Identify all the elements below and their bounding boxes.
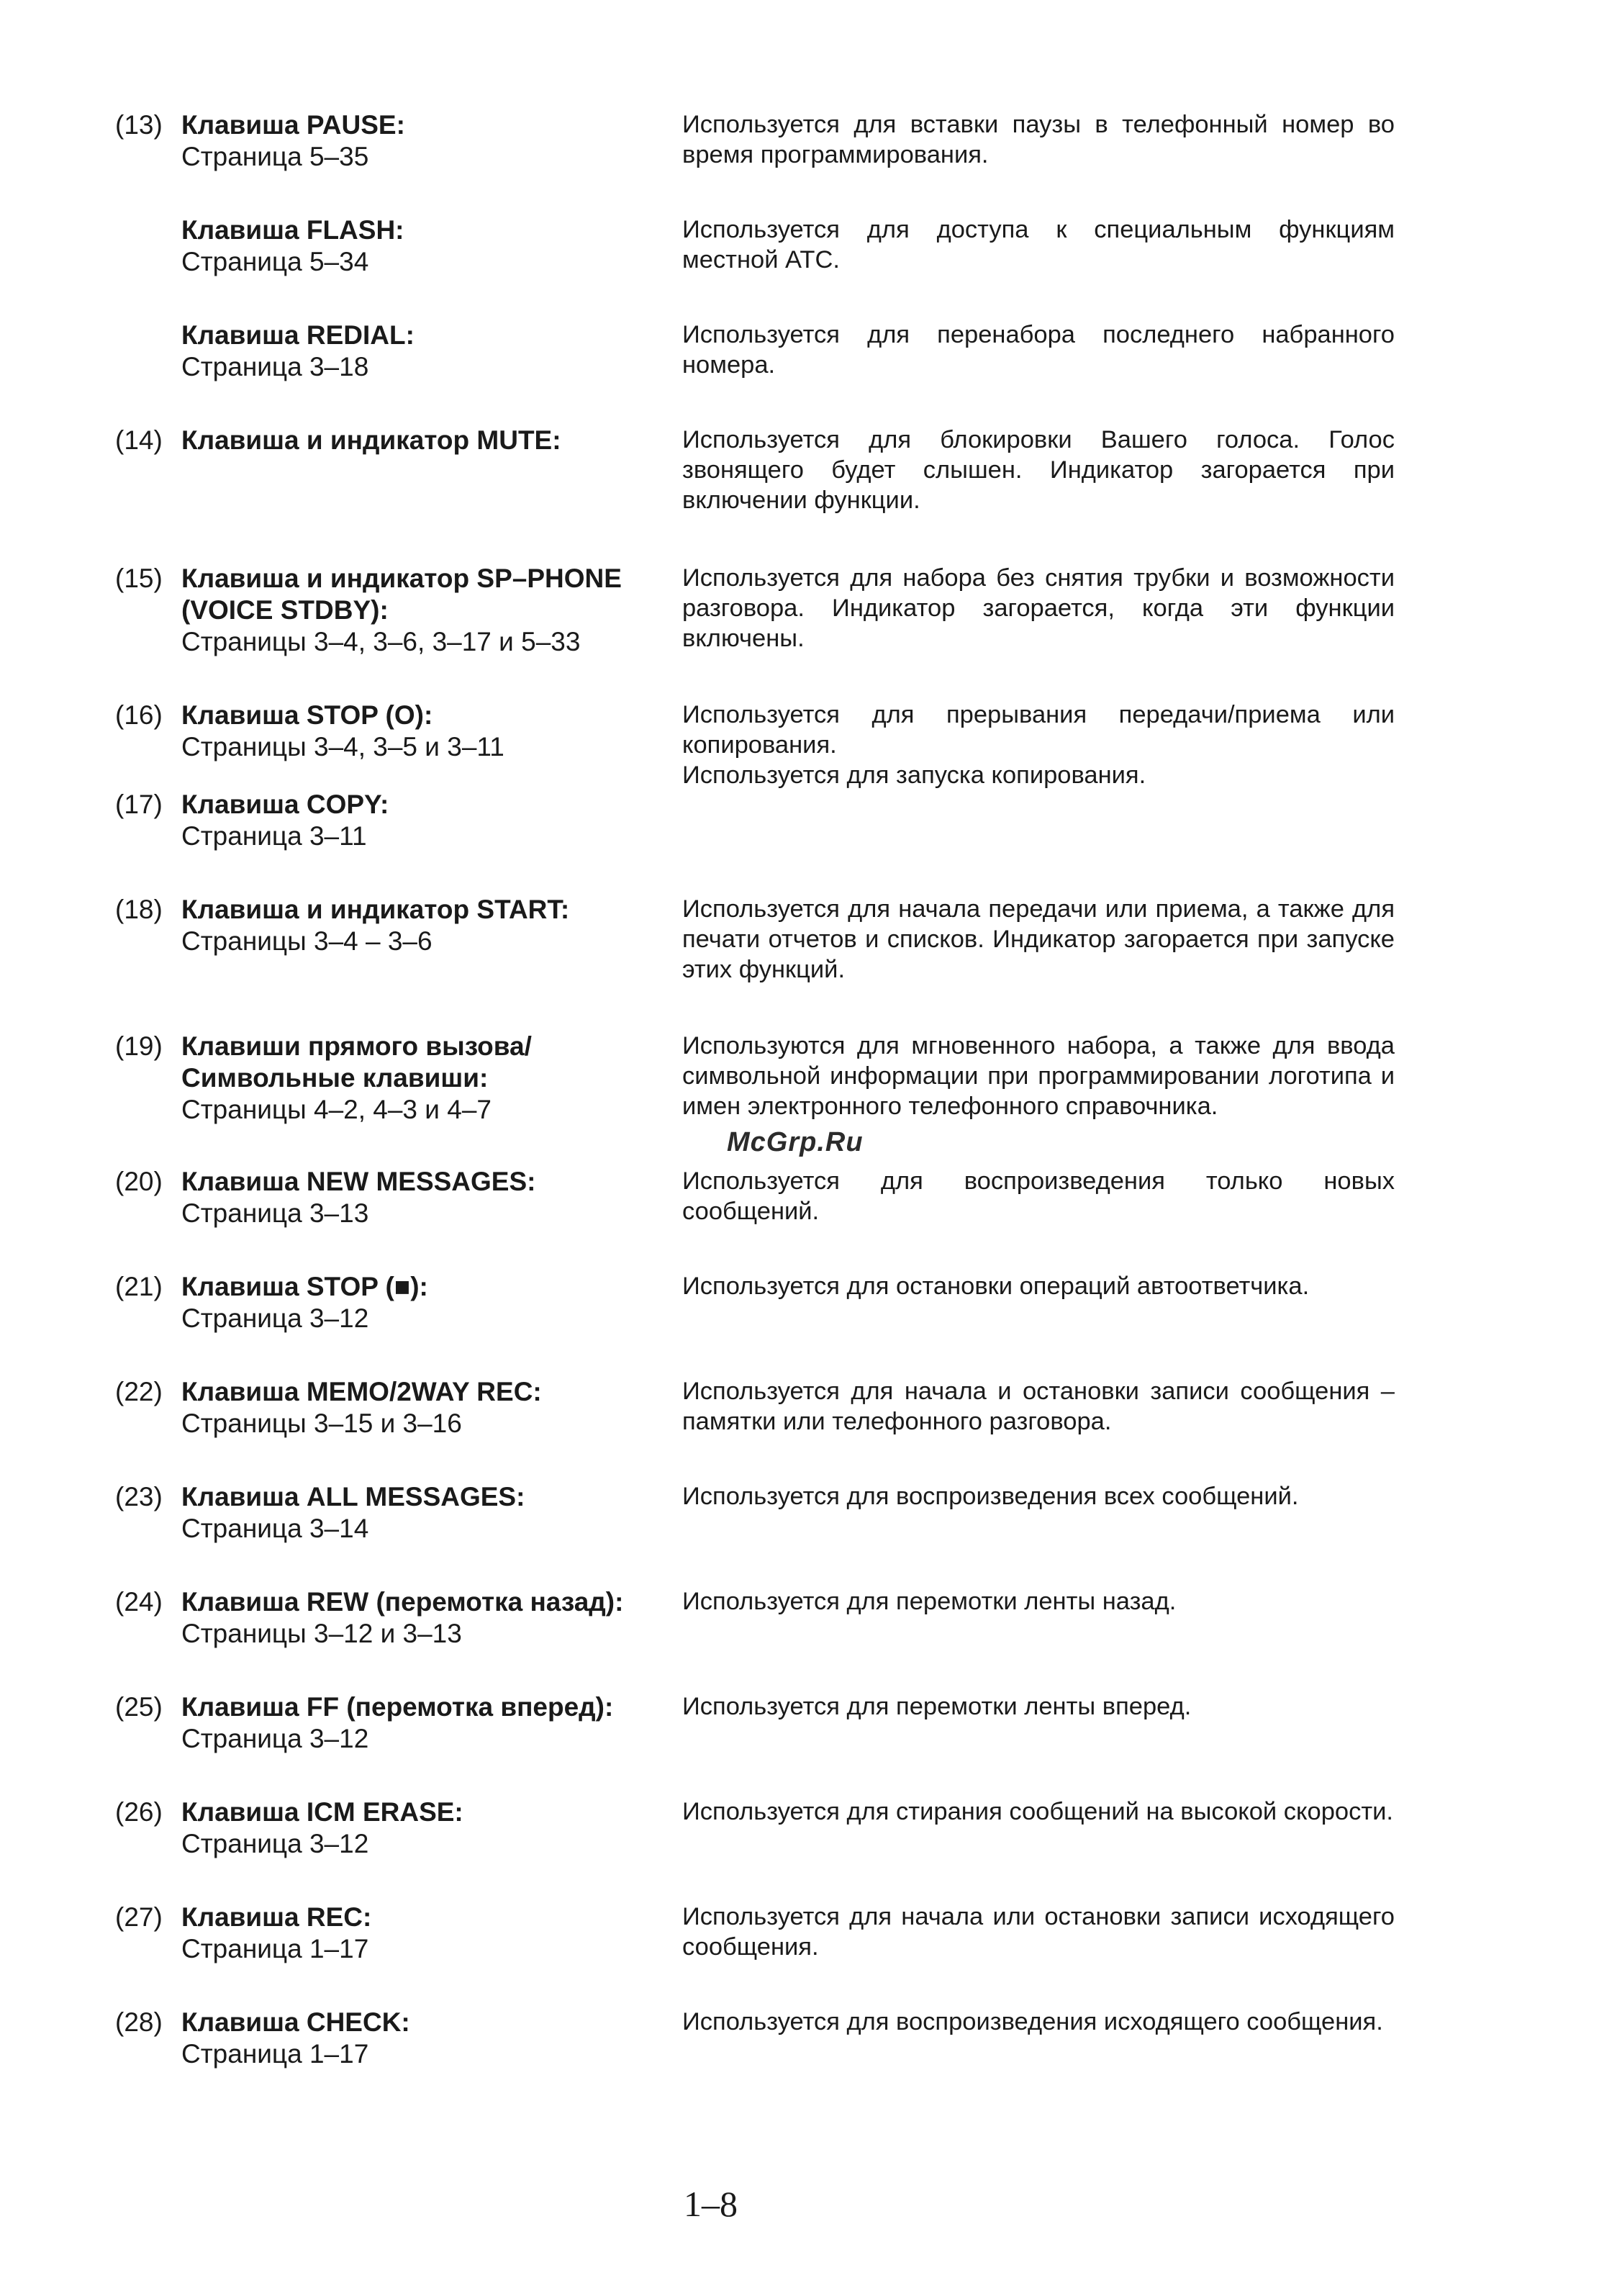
- entry-title: Клавиша и индикатор START:: [181, 895, 570, 924]
- entry-number: (28): [115, 2007, 163, 2037]
- entry-title: Клавиша NEW MESSAGES:: [181, 1167, 536, 1196]
- entry-description: Используется для перенабора последнего набранного номера.: [682, 321, 1395, 379]
- entry-number: (18): [115, 895, 163, 924]
- page-reference: Страница 3–12: [181, 1303, 369, 1333]
- page-reference: Страница 3–13: [181, 1198, 369, 1228]
- entry-number: (25): [115, 1692, 163, 1722]
- entry-number: (14): [115, 425, 163, 455]
- entry-title: Клавиша REW (перемотка назад):: [181, 1587, 624, 1617]
- entry-description: Используются для мгновенного набора, а также для ввода символьной информации при программировании логотипа и имен электронного телефонного справочника.: [682, 1032, 1395, 1120]
- page-reference: Страницы 3–12 и 3–13: [181, 1619, 462, 1648]
- entry-number: (13): [115, 110, 163, 140]
- entry-description: Используется для набора без снятия трубки и возможности разговора. Индикатор загорается, когда эти функции включены.: [682, 564, 1395, 652]
- entry-description: Используется для начала передачи или приема, а также для печати отчетов и списков. Индикатор загорается при запуске этих функций.: [682, 895, 1395, 983]
- entry-number: (20): [115, 1167, 163, 1196]
- entry-title: Клавиша CHECK:: [181, 2007, 410, 2037]
- entry-title: Клавиша PAUSE:: [181, 110, 405, 140]
- entry-title: Клавиша MEMO/2WAY REC:: [181, 1377, 542, 1406]
- entry-title: Клавиша COPY:: [181, 790, 389, 819]
- entry-description: Используется для начала или остановки записи исходящего сообщения.: [682, 1903, 1395, 1961]
- page-number: 1–8: [684, 2184, 738, 2224]
- entry-title: Клавиша STOP (O):: [181, 700, 433, 730]
- entry-number: (27): [115, 1902, 163, 1932]
- entry-number: (26): [115, 1797, 163, 1827]
- entry-description: Используется для воспроизведения всех сообщений.: [682, 1483, 1299, 1510]
- page-reference: Страница 1–17: [181, 2039, 369, 2069]
- page-reference: Страница 5–35: [181, 142, 369, 171]
- entry-title: Клавиша и индикатор SP–PHONE (VOICE STDBY):: [181, 564, 622, 625]
- entry-number: (22): [115, 1377, 163, 1406]
- entry-number: (15): [115, 564, 163, 593]
- entry-description: Используется для вставки паузы в телефонный номер во время программирования.: [682, 111, 1395, 168]
- entry-description: Используется для начала и остановки записи сообщения – памятки или телефонного разговора.: [682, 1378, 1395, 1435]
- page-reference: Страница 3–11: [181, 821, 367, 851]
- page-reference: Страница 3–18: [181, 352, 369, 381]
- entry-description: Используется для доступа к специальным функциям местной АТС.: [682, 216, 1395, 274]
- entry-title: Клавиша STOP (■):: [181, 1272, 428, 1301]
- entry-description: Используется для воспроизведения исходящего сообщения.: [682, 2008, 1383, 2035]
- entry-description: Используется для блокировки Вашего голоса. Голос звонящего будет слышен. Индикатор загорается при включении функции.: [682, 426, 1395, 514]
- entry-title: Клавиши прямого вызова/ Символьные клавиши:: [181, 1031, 532, 1093]
- entry-title: Клавиша FF (перемотка вперед):: [181, 1692, 614, 1722]
- entry-number: (24): [115, 1587, 163, 1617]
- entry-description: Используется для перемотки ленты назад.: [682, 1588, 1177, 1615]
- entry-description: Используется для стирания сообщений на высокой скорости.: [682, 1798, 1393, 1825]
- entry-number: (23): [115, 1482, 163, 1511]
- page-reference: Страницы 3–4 – 3–6: [181, 926, 433, 956]
- page-reference: Страница 5–34: [181, 247, 369, 276]
- entry-title: Клавиша REC:: [181, 1902, 372, 1932]
- entry-description: Используется для запуска копирования.: [682, 761, 1146, 789]
- entry-title: Клавиша и индикатор MUTE:: [181, 425, 561, 455]
- entry-number: (19): [115, 1031, 163, 1061]
- entry-number: (16): [115, 700, 163, 730]
- watermark: McGrp.Ru: [727, 1127, 864, 1157]
- page-reference: Страница 1–17: [181, 1934, 369, 1963]
- page-reference: Страницы 3–4, 3–5 и 3–11: [181, 732, 504, 761]
- page-reference: Страницы 4–2, 4–3 и 4–7: [181, 1095, 492, 1124]
- entry-number: (17): [115, 790, 163, 819]
- entry-description: Используется для прерывания передачи/приема или копирования.: [682, 701, 1395, 759]
- page-reference: Страницы 3–15 и 3–16: [181, 1409, 462, 1438]
- page-reference: Страницы 3–4, 3–6, 3–17 и 5–33: [181, 627, 581, 656]
- entry-title: Клавиша REDIAL:: [181, 320, 415, 350]
- entry-title: Клавиша FLASH:: [181, 215, 404, 245]
- entry-description: Используется для воспроизведения только новых сообщений.: [682, 1167, 1395, 1225]
- page-reference: Страница 3–12: [181, 1724, 369, 1753]
- entry-description: Используется для остановки операций автоответчика.: [682, 1273, 1310, 1300]
- entry-number: (21): [115, 1272, 163, 1301]
- entry-description: Используется для перемотки ленты вперед.: [682, 1693, 1192, 1720]
- page-reference: Страница 3–14: [181, 1514, 369, 1543]
- entry-title: Клавиша ICM ERASE:: [181, 1797, 463, 1827]
- entry-title: Клавиша ALL MESSAGES:: [181, 1482, 525, 1511]
- page-reference: Страница 3–12: [181, 1829, 369, 1858]
